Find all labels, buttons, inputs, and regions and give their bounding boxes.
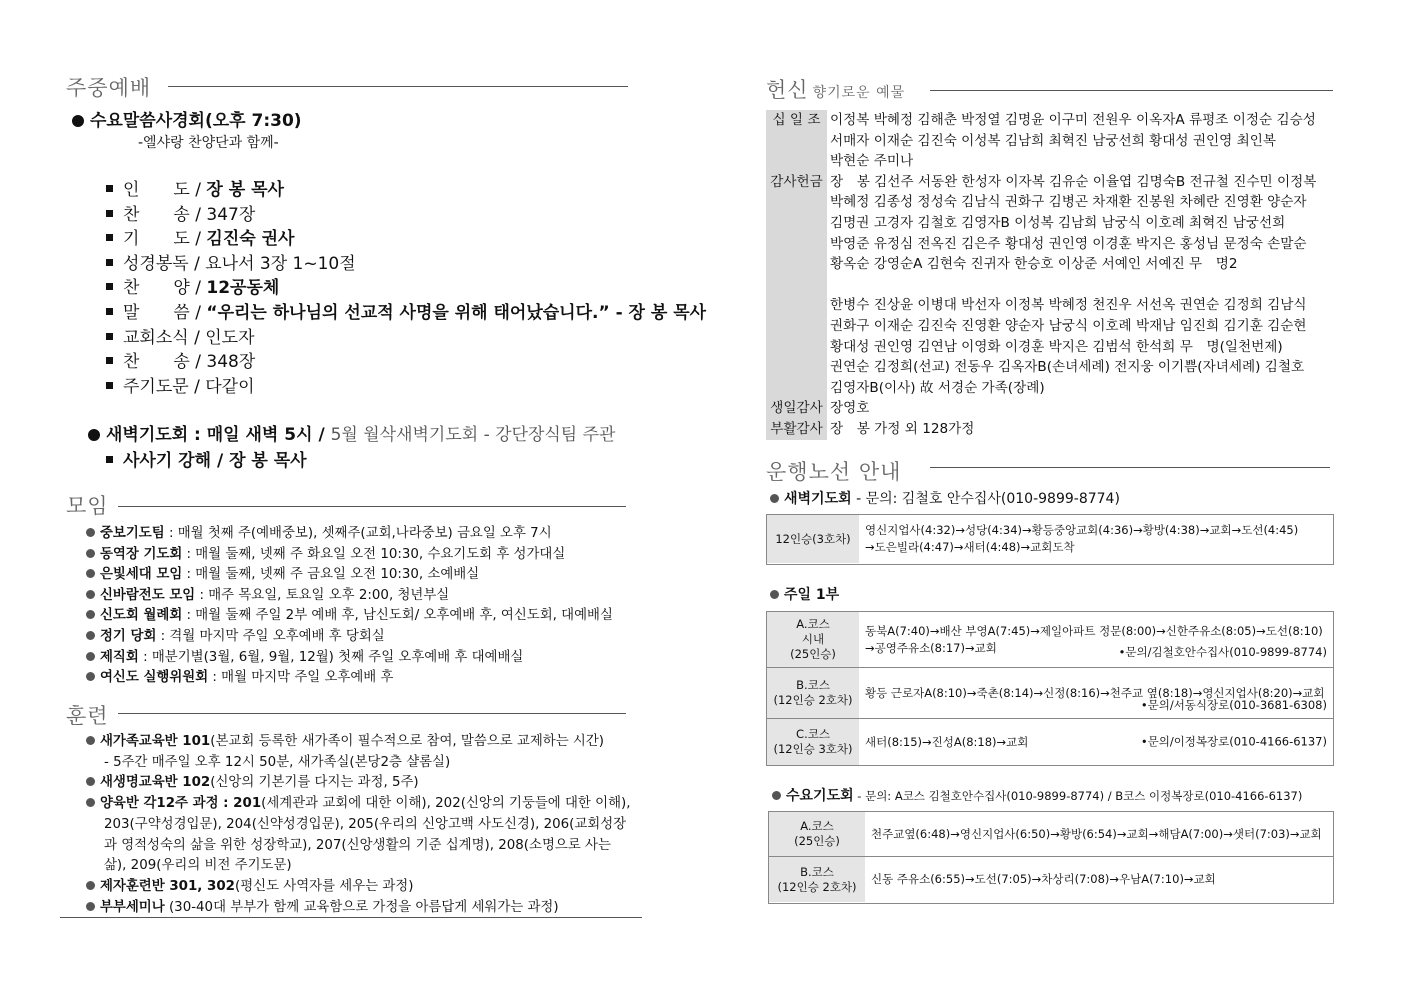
bullet-icon xyxy=(86,528,95,537)
offering-names-line: 장영호 xyxy=(830,400,870,417)
route-course-label xyxy=(769,812,865,856)
offering-names-line: 황옥순 강영순A 김현숙 진귀자 한승호 이상준 서예인 서예진 무 명2 xyxy=(830,256,1238,273)
training-item-continued xyxy=(104,813,626,832)
bullet-icon xyxy=(86,631,95,640)
offering-row xyxy=(766,172,1341,399)
route-table-dawn xyxy=(766,514,1334,565)
route-wednesday-header: 수요기도회 - 문의: A코스 김철호안수집사(010-9899-8774) / B코스 이정복장로(010-4166-6137) xyxy=(772,785,1302,805)
meeting-item xyxy=(86,563,479,582)
offering-category: 십 일 조 xyxy=(766,110,827,172)
route-stops-line: 천주교옆(6:48)→영신지업사(6:50)→황방(6:54)→교회→해담A(7:00)→샛터(7:03)→교회 xyxy=(871,826,1322,841)
offering-names-line: 박현순 주미나 xyxy=(830,153,914,170)
section-title-training: 훈련 xyxy=(66,704,109,728)
meeting-detail: : 매월 마지막 주일 오후예배 후 xyxy=(208,670,394,686)
training-item xyxy=(86,771,419,790)
bullet-icon xyxy=(770,494,779,503)
offering-names-line: 한병수 진상윤 이병대 박선자 이정복 박혜정 천진우 서선옥 권연순 김정희 김남식 xyxy=(830,297,1307,314)
bullet-icon xyxy=(86,652,95,661)
bullet-icon xyxy=(86,736,95,745)
square-bullet-icon xyxy=(106,234,113,241)
square-bullet-icon xyxy=(106,333,113,340)
offering-names xyxy=(827,398,1341,419)
square-bullet-icon xyxy=(106,283,113,290)
offering-names-line: 박영준 유정심 전옥진 김은주 황대성 권인영 이경훈 박지은 홍성님 문정숙 손말순 xyxy=(830,235,1307,252)
bullet-icon xyxy=(72,115,84,127)
divider xyxy=(930,467,1330,468)
training-detail: (세계관과 교회에 대한 이해), 202(신앙의 기둥들에 대한 이해), xyxy=(261,796,631,812)
order-item-label: 성경봉독 / xyxy=(123,253,206,274)
order-item xyxy=(106,200,255,225)
route-stops-line: →공영주유소(8:17)→교회 xyxy=(865,640,997,655)
training-detail: (평신도 사역자를 세우는 과정) xyxy=(235,878,414,894)
offering-names-line: 황대성 권인영 김연남 이영화 이경훈 박지은 김범석 한석희 무 명(일천번제) xyxy=(830,338,1283,355)
route-table-wednesday xyxy=(768,811,1334,904)
order-item-value: 장 봉 목사 xyxy=(206,180,284,200)
order-item-value: 12공동체 xyxy=(206,278,280,299)
meeting-detail: : 매분기별(3월, 6월, 9월, 12월) 첫째 주일 오후예배 후 대예배실 xyxy=(138,649,524,665)
offering-names-line: 권연순 김정희(선교) 전동우 김옥자B(손녀세례) 전지웅 이기쁨(자녀세례) 김철호 xyxy=(830,359,1305,376)
meeting-detail: : 매주 목요일, 토요일 오후 2:00, 청년부실 xyxy=(195,587,450,603)
route-course-label xyxy=(769,857,865,902)
meeting-detail: : 매월 둘째 주일 2부 예배 후, 남신도회/ 오후예배 후, 여신도회, 대예배실 xyxy=(182,608,613,624)
order-item-label: 주기도문 / xyxy=(123,376,206,397)
meeting-item xyxy=(86,584,449,603)
square-bullet-icon xyxy=(106,259,113,266)
route-stops xyxy=(859,719,1333,765)
meeting-detail: : 격월 마지막 주일 오후예배 후 당회실 xyxy=(156,629,385,644)
route-contact: •문의/서동식장로(010-3681-6308) xyxy=(1140,698,1327,712)
offering-names-line: 장 봉 가정 외 128가정 xyxy=(830,420,975,437)
route-row xyxy=(767,668,1333,719)
bullet-icon xyxy=(86,549,95,558)
square-bullet-icon xyxy=(106,456,113,463)
training-item xyxy=(86,896,559,915)
meeting-name: 여신도 실행위원회 xyxy=(100,670,209,686)
training-item-continued xyxy=(104,751,450,770)
offering-names-line xyxy=(830,275,1341,296)
meeting-name: 중보기도팀 xyxy=(100,526,165,541)
square-bullet-icon xyxy=(106,210,113,217)
offering-names-line: 김명권 고경자 김철호 김영자B 이성복 김남희 남궁식 이호례 최혁진 남궁선희 xyxy=(830,214,1286,231)
order-item-label: 기 도 / xyxy=(123,229,207,250)
bullet-icon xyxy=(86,610,95,619)
dawn-prayer-title: 새벽기도회 : 매일 새벽 5시 / 5월 월삭새벽기도회 - 강단장식팀 주관 xyxy=(88,420,615,445)
order-item-label: 찬 양 / xyxy=(123,278,207,299)
dawn-prayer-item: 사사기 강해 / 장 봉 목사 xyxy=(106,446,307,471)
order-item-label: 교회소식 / xyxy=(123,327,206,348)
training-detail: (신앙의 기본기를 다지는 과정, 5주) xyxy=(210,775,419,791)
meeting-item xyxy=(86,666,393,685)
route-row xyxy=(767,719,1333,765)
bullet-icon xyxy=(770,590,779,599)
route-course-label-line: A.코스 xyxy=(800,819,834,833)
training-item-continued xyxy=(104,854,292,873)
offering-category: 부활감사 xyxy=(766,419,827,440)
bullet-icon xyxy=(88,429,100,441)
route-stops-line: →도은빌라(4:47)→새터(4:48)→교회도착 xyxy=(865,540,1075,554)
offering-names-line: 이정복 박혜정 김해춘 박정열 김명윤 이구미 전원우 이옥자A 류평조 이정순 김승성 xyxy=(830,112,1316,128)
route-course-label xyxy=(767,612,859,667)
route-row xyxy=(767,515,1333,563)
route-row xyxy=(769,857,1333,902)
training-name: 제자훈련반 301, 302 xyxy=(100,878,235,894)
training-item xyxy=(86,730,604,749)
route-course-label xyxy=(767,668,859,718)
meeting-name: 정기 당회 xyxy=(100,629,157,644)
route-stops-line: 신동 주유소(6:55)→도선(7:05)→차상리(7:08)→우남A(7:10)→교회 xyxy=(871,872,1216,886)
route-course-label-line: C.코스 xyxy=(796,727,830,741)
section-title-meetings: 모임 xyxy=(66,494,109,518)
training-name: 부부세미나 xyxy=(100,899,165,915)
training-item xyxy=(86,875,413,894)
offering-names xyxy=(827,110,1341,172)
route-contact: •문의/이정복장로(010-4166-6137) xyxy=(1140,734,1327,749)
route-course-label-line: (25인승) xyxy=(790,647,836,661)
route-contact: •문의/김철호안수집사(010-9899-8774) xyxy=(1118,645,1327,659)
meeting-name: 신바람전도 모임 xyxy=(100,587,196,603)
order-item-label: 찬 송 / xyxy=(123,204,207,225)
section-title-routes: 운행노선 안내 xyxy=(766,460,902,484)
route-course-label-line: B.코스 xyxy=(796,678,830,692)
offering-names-line: 서매자 이재순 김진숙 이성복 김남희 최혁진 남궁선희 황대성 권인영 최인복 xyxy=(830,132,1276,149)
offering-row xyxy=(766,110,1341,172)
route-row xyxy=(769,812,1333,857)
route-course-label-line: B.코스 xyxy=(800,864,834,879)
order-item xyxy=(106,323,255,348)
training-item-continued xyxy=(104,834,611,853)
training-detail: 삶), 209(우리의 비전 주기도문) xyxy=(104,858,292,874)
route-row xyxy=(767,612,1333,668)
training-name: 새가족교육반 101 xyxy=(100,734,211,749)
bullet-icon xyxy=(86,672,95,681)
section-title-offering: 헌신 향기로운 예물 xyxy=(766,78,906,102)
meeting-item xyxy=(86,625,385,644)
meeting-name: 제직회 xyxy=(100,649,139,665)
order-item-value: 요나서 3장 1~10절 xyxy=(205,253,356,274)
offering-names-line: 김영자B(이사) 故 서경순 가족(장례) xyxy=(830,379,1045,396)
training-name: 새생명교육반 102 xyxy=(100,775,211,791)
route-course-label-line: (12인승 2호차) xyxy=(777,879,857,894)
order-item xyxy=(106,298,706,323)
divider xyxy=(168,86,628,87)
training-item xyxy=(86,792,630,811)
meeting-detail: : 매월 첫째 주(예배중보), 셋째주(교회,나라중보) 금요일 오후 7시 xyxy=(164,526,552,541)
meeting-name: 은빛세대 모임 xyxy=(100,567,183,583)
wednesday-service-title: 수요말씀사경회(오후 7:30) xyxy=(72,106,302,131)
bullet-icon xyxy=(86,902,95,911)
square-bullet-icon xyxy=(106,382,113,389)
route-stops-line: 황등 근로자A(8:10)→죽촌(8:14)→신정(8:16)→천주교 옆(8:18)→영신지업사(8:20)→교회 xyxy=(865,685,1325,700)
route-course-label xyxy=(767,719,859,765)
training-detail: (30-40대 부부가 함께 교육함으로 가정을 아름답게 세워가는 과정) xyxy=(164,899,559,915)
bullet-icon xyxy=(86,881,95,890)
route-course-label-line: 12인승(3호차) xyxy=(775,531,851,546)
training-detail: (본교회 등록한 새가족이 필수적으로 참여, 말씀으로 교제하는 시간) xyxy=(210,734,604,749)
offering-names xyxy=(827,419,1341,440)
offering-names-line: 장 봉 김선주 서동완 한성자 이자복 김유순 이율엽 김명숙B 전규철 진수민 이정복 xyxy=(830,173,1317,190)
meeting-detail: : 매월 둘째, 넷째 주 금요일 오전 10:30, 소예배실 xyxy=(182,567,480,583)
route-course-label-line: (25인승) xyxy=(794,834,840,848)
training-detail: 과 영적성숙의 삶을 위한 성장학교), 207(신앙생활의 기준 십계명), 208(소명으로 사는 xyxy=(104,837,611,853)
meeting-item xyxy=(86,543,565,562)
route-stops xyxy=(859,515,1333,563)
order-item-value: “우리는 하나님의 선교적 사명을 위해 태어났습니다.” - 장 봉 목사 xyxy=(206,303,707,323)
order-item xyxy=(106,372,255,397)
divider xyxy=(118,506,626,507)
meeting-detail: : 매월 둘째, 넷째 주 화요일 오전 10:30, 수요기도회 후 성가대실 xyxy=(182,546,566,562)
divider xyxy=(118,713,626,714)
order-item-value: 김진숙 권사 xyxy=(206,229,295,250)
offering-names-line: 박혜정 김종성 정성숙 김남식 권화구 김병곤 차재환 진봉원 차혜란 진영환 양순자 xyxy=(830,194,1307,211)
order-item xyxy=(106,347,255,372)
divider xyxy=(60,917,642,918)
route-stops xyxy=(865,857,1333,902)
route-course-label-line: A.코스 xyxy=(796,617,830,631)
route-course-label-line: (12인승 3호차) xyxy=(773,742,853,756)
offering-category: 생일감사 xyxy=(766,398,827,419)
wednesday-service-subtitle: -엘샤랑 찬양단과 함께- xyxy=(138,135,279,151)
route-course-label xyxy=(767,515,859,563)
route-stops-line: 동북A(7:40)→배산 부영A(7:45)→제일아파트 정문(8:00)→신한주유소(8:05)→도선(8:10) xyxy=(865,623,1323,638)
order-item-value: 347장 xyxy=(206,204,256,225)
meeting-item xyxy=(86,522,552,541)
square-bullet-icon xyxy=(106,357,113,364)
offering-row xyxy=(766,419,1341,440)
training-detail: - 5주간 매주일 오후 12시 50분, 새가족실(본당2층 샬롬실) xyxy=(104,754,451,770)
divider xyxy=(930,90,1333,91)
bullet-icon xyxy=(86,569,95,578)
square-bullet-icon xyxy=(106,185,113,192)
route-stops xyxy=(859,612,1333,667)
offering-names xyxy=(827,172,1341,399)
route-dawn-header: 새벽기도회 - 문의: 김철호 안수집사(010-9899-8774) xyxy=(770,488,1120,508)
bullet-icon xyxy=(772,791,781,800)
order-item xyxy=(106,175,284,200)
bullet-icon xyxy=(86,777,95,786)
route-table-sunday xyxy=(766,611,1334,766)
order-item-value: 인도자 xyxy=(205,327,255,348)
meeting-name: 동역장 기도회 xyxy=(100,546,183,562)
order-item-label: 인 도 / xyxy=(123,180,207,200)
meeting-name: 신도회 월례회 xyxy=(100,608,183,624)
training-name: 양육반 각12주 과정 : 201 xyxy=(100,796,262,812)
square-bullet-icon xyxy=(106,308,113,315)
offering-category: 감사헌금 xyxy=(766,172,827,399)
route-stops xyxy=(859,668,1333,718)
route-sunday-header: 주일 1부 xyxy=(770,584,839,604)
route-stops-line: 영신지업사(4:32)→성당(4:34)→황등중앙교회(4:36)→황방(4:38)→교회→도선(4:45) xyxy=(865,523,1299,537)
order-item xyxy=(106,273,279,298)
order-item-label: 찬 송 / xyxy=(123,352,207,373)
order-item xyxy=(106,224,294,249)
bullet-icon xyxy=(86,798,95,807)
route-stops xyxy=(865,812,1333,856)
meeting-item xyxy=(86,646,523,665)
offering-names-line: 권화구 이재순 김진숙 진영환 양순자 남궁식 이호례 박재남 임진희 김기훈 김순현 xyxy=(830,317,1307,334)
offering-row xyxy=(766,398,1341,419)
order-item-value: 다같이 xyxy=(205,376,255,397)
route-course-label-line: (12인승 2호차) xyxy=(773,693,853,707)
order-item-label: 말 씀 / xyxy=(123,303,207,323)
meeting-item xyxy=(86,604,613,623)
bullet-icon xyxy=(86,590,95,599)
section-title-worship: 주중예배 xyxy=(66,76,152,100)
offering-table xyxy=(766,110,1341,440)
route-stops-line: 새터(8:15)→진성A(8:18)→교회 xyxy=(865,734,1029,749)
order-item xyxy=(106,249,356,274)
order-item-value: 348장 xyxy=(206,352,256,373)
training-detail: 203(구약성경입문), 204(신약성경입문), 205(우리의 신앙고백 사도신경), 206(교회성장 xyxy=(104,816,627,832)
route-course-label-line: 시내 xyxy=(801,632,825,646)
